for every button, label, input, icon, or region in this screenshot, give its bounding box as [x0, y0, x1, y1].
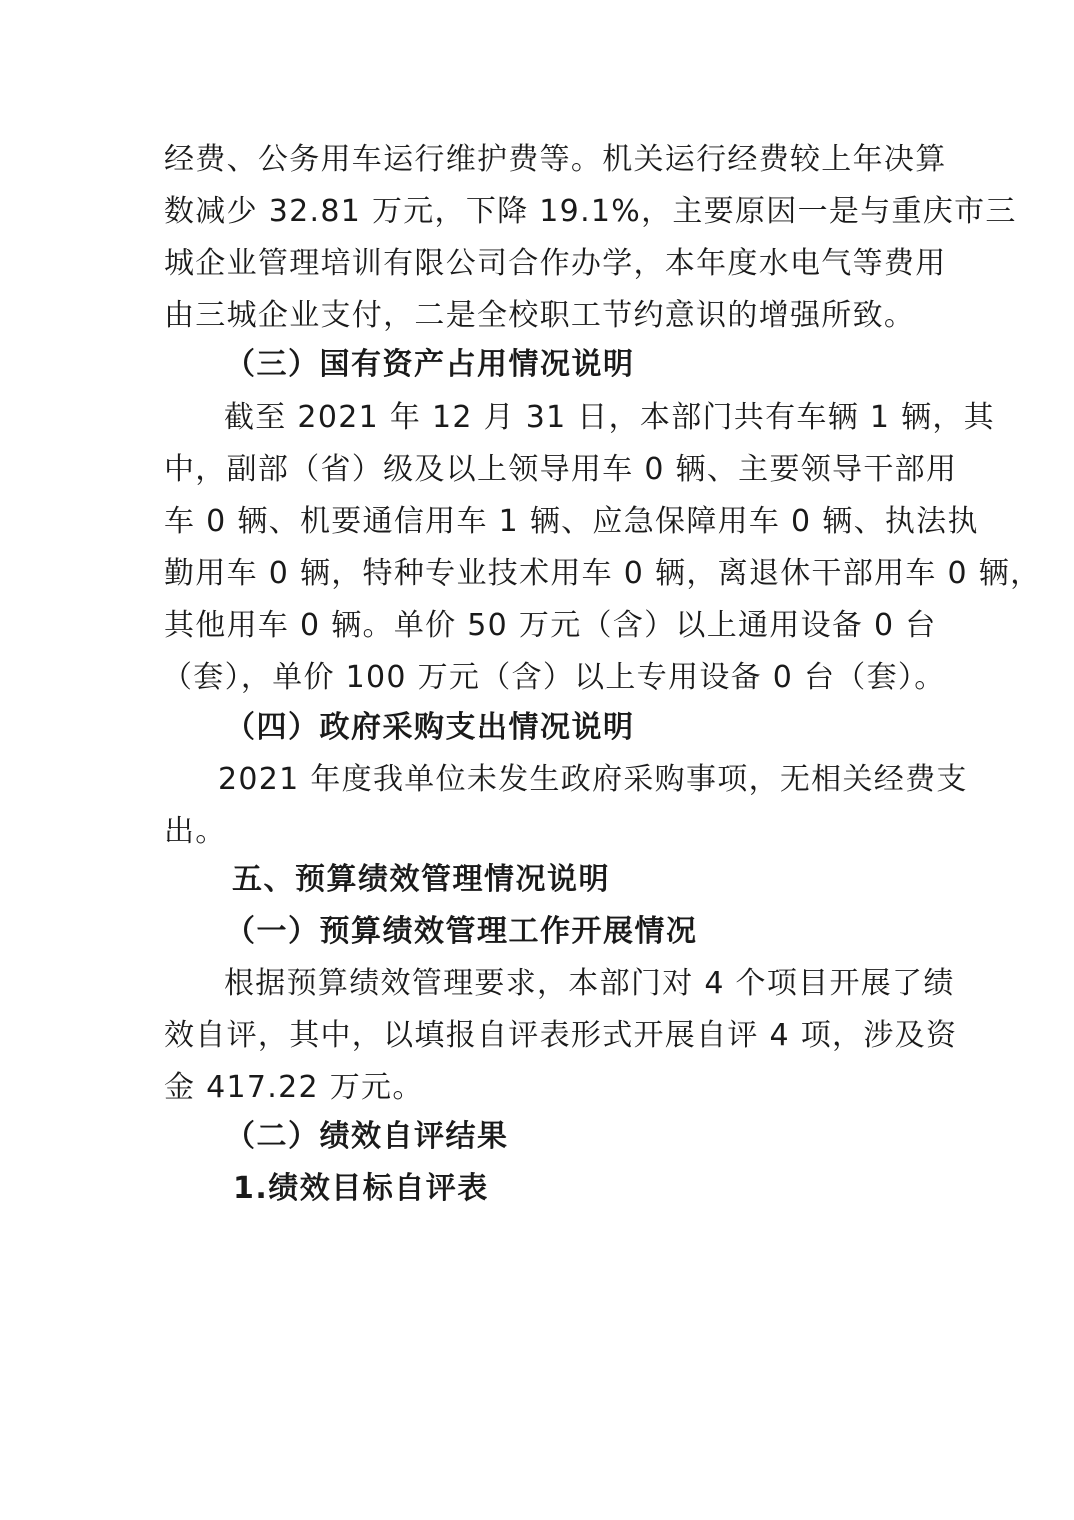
body-text-line: 出。	[164, 814, 227, 849]
body-text-line: 根据预算绩效管理要求，本部门对 4 个项目开展了绩	[224, 966, 955, 1001]
body-text-line: 金 417.22 万元。	[164, 1070, 424, 1105]
body-text-line: 截至 2021 年 12 月 31 日，本部门共有车辆 1 辆，其	[224, 400, 995, 435]
body-text-line: （套），单价 100 万元（含）以上专用设备 0 台（套）。	[162, 660, 946, 695]
body-text-line: 中，副部（省）级及以上领导用车 0 辆、主要领导干部用	[164, 452, 958, 487]
body-text-line: 2021 年度我单位未发生政府采购事项，无相关经费支	[218, 762, 968, 797]
body-text-line: 勤用车 0 辆，特种专业技术用车 0 辆，离退休干部用车 0 辆，	[164, 556, 1042, 591]
chapter-heading: 五、预算绩效管理情况说明	[232, 862, 610, 897]
body-text-line: 经费、公务用车运行维护费等。机关运行经费较上年决算	[164, 142, 947, 177]
section-heading: （二）绩效自评结果	[225, 1119, 509, 1154]
body-text-line: 由三城企业支付，二是全校职工节约意识的增强所致。	[164, 298, 916, 333]
subsection-heading: 1.绩效目标自评表	[233, 1171, 489, 1206]
body-text-line: 城企业管理培训有限公司合作办学，本年度水电气等费用	[164, 246, 947, 281]
section-heading: （三）国有资产占用情况说明	[225, 347, 635, 382]
body-text-line: 其他用车 0 辆。单价 50 万元（含）以上通用设备 0 台	[164, 608, 937, 643]
body-text-line: 效自评，其中，以填报自评表形式开展自评 4 项，涉及资	[164, 1018, 958, 1053]
section-heading: （四）政府采购支出情况说明	[225, 710, 635, 745]
body-text-line: 车 0 辆、机要通信用车 1 辆、应急保障用车 0 辆、执法执	[164, 504, 979, 539]
section-heading: （一）预算绩效管理工作开展情况	[225, 914, 698, 949]
body-text-line: 数减少 32.81 万元，下降 19.1%，主要原因一是与重庆市三	[164, 194, 1017, 229]
